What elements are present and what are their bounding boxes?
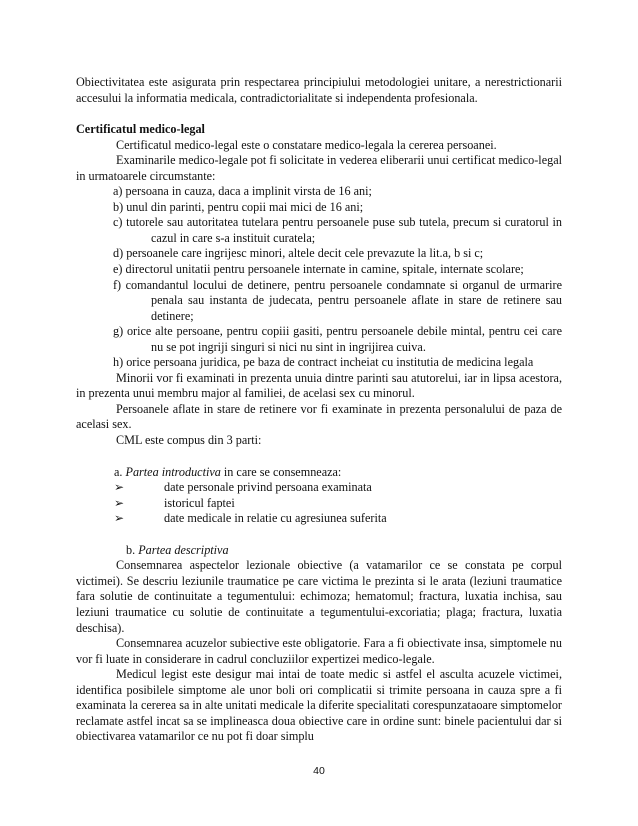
part-b-title: Partea descriptiva xyxy=(138,542,229,557)
part-b-prefix: b. xyxy=(126,542,139,557)
circumstances-list xyxy=(76,184,562,371)
bullet-text: date medicale in relatie cu agresiunea suferita xyxy=(164,511,387,526)
part-a-heading xyxy=(76,465,562,481)
examination-paragraph: Examinarile medico-legale pot fi solicitate in vederea eliberarii unui certificat medico-legal in urmatoarele circumstante: xyxy=(76,153,562,183)
bullet-text: istoricul faptei xyxy=(164,495,235,510)
minors-paragraph: Minorii vor fi examinati in prezenta unuia dintre parinti sau atutorelui, iar in lipsa acestora, in prezenta unui membru major al familiei, de acelasi sex cu minorul. xyxy=(76,370,562,401)
bullet-item xyxy=(76,511,562,527)
definition-paragraph: Certificatul medico-legal este o constatare medico-legala la cererea persoanei. xyxy=(116,137,497,152)
part-a-suffix: in care se consemneaza: xyxy=(220,464,342,479)
cml-paragraph: CML este compus din 3 parti: xyxy=(116,433,262,448)
section-heading: Certificatul medico-legal xyxy=(76,122,205,137)
arrow-bullet-icon: ➢ xyxy=(114,480,125,495)
list-item: f) comandantul locului de detinere, pentru persoanele condamnate si organul de urmarire penala sau instanta de judecata, pentru persoanele aflate in stare de retinere sau detinere; xyxy=(113,277,562,323)
detained-paragraph: Persoanele aflate in stare de retinere vor fi examinate in prezenta personalului de paza de acelasi sex. xyxy=(76,401,562,432)
list-item: h) orice persoana juridica, pe baza de contract incheiat cu institutia de medicina legala xyxy=(113,355,534,370)
list-item: e) directorul unitatii pentru persoanele internate in camine, spitale, internate scolare; xyxy=(113,262,524,277)
list-item: b) unul din parinti, pentru copii mai mici de 16 ani; xyxy=(113,199,364,214)
list-item: d) persoanele care ingrijesc minori, altele decit cele prevazute la lit.a, b si c; xyxy=(113,246,484,261)
subjective-paragraph: Consemnarea acuzelor subiective este obligatorie. Fara a fi obiectivate insa, simptomele nu vor fi luate in considerare in cadrul concluziilor expertizei medico-legale. xyxy=(76,636,562,666)
bullet-text: date personale privind persoana examinata xyxy=(164,480,372,495)
arrow-bullet-icon: ➢ xyxy=(114,495,125,510)
part-a-prefix: a. xyxy=(114,464,126,479)
arrow-bullet-icon: ➢ xyxy=(114,511,125,526)
list-item: g) orice alte persoane, pentru copiii gasiti, pentru persoanele debile mintal, pentru cei care nu se pot ingriji singuri si nici nu sint in ingrijirea cuiva. xyxy=(113,324,562,354)
document-page xyxy=(76,75,562,745)
bullet-item xyxy=(76,496,562,512)
list-item: a) persoana in cauza, daca a implinit virsta de 16 ani; xyxy=(113,184,372,199)
doctor-paragraph: Medicul legist este desigur mai intai de toate medic si astfel el asculta acuzele victimei, identifica posibilele simptome ale unor boli ori complicatii si trimite persoana in cauza spre a fi examinata la cererea sa in alte unitati medicale la diferite specialitati corespunzataoare simptomelor reclamate astfel incat sa se implineasca doua obiective care in ordine sunt: binele pacientului dar si obiectivarea vatamarilor ce nu pot fi doar simplu xyxy=(76,667,562,744)
page-number: 40 xyxy=(313,765,325,777)
part-a-title: Partea introductiva xyxy=(125,464,221,479)
list-item: c) tutorele sau autoritatea tutelara pentru persoanele puse sub tutela, precum si curatorul in cazul in care s-a instituit curatela; xyxy=(113,215,562,245)
bullet-item xyxy=(76,480,562,496)
aspect-paragraph: Consemnarea aspectelor lezionale obiective (a vatamarilor ce se constata pe corpul victimei). Se descriu leziunile traumatice pe care victima le prezinta si le arata (leziuni traumatice fara solutie de continuitate a tegumentului: echimoza; hematomul; fractura, luxatia inchisa, sau leziuni traumatice cu solutie de continuitate a tegumentului-excoriatia; plaga; fractura, luxatia deschisa). xyxy=(76,558,562,635)
part-b-heading xyxy=(76,543,562,559)
intro-paragraph: Obiectivitatea este asigurata prin respectarea principiului metodologiei unitare, a nerestrictionarii accesului la informatia medicala, contradictorialitate si independenta profesionala. xyxy=(76,75,562,105)
